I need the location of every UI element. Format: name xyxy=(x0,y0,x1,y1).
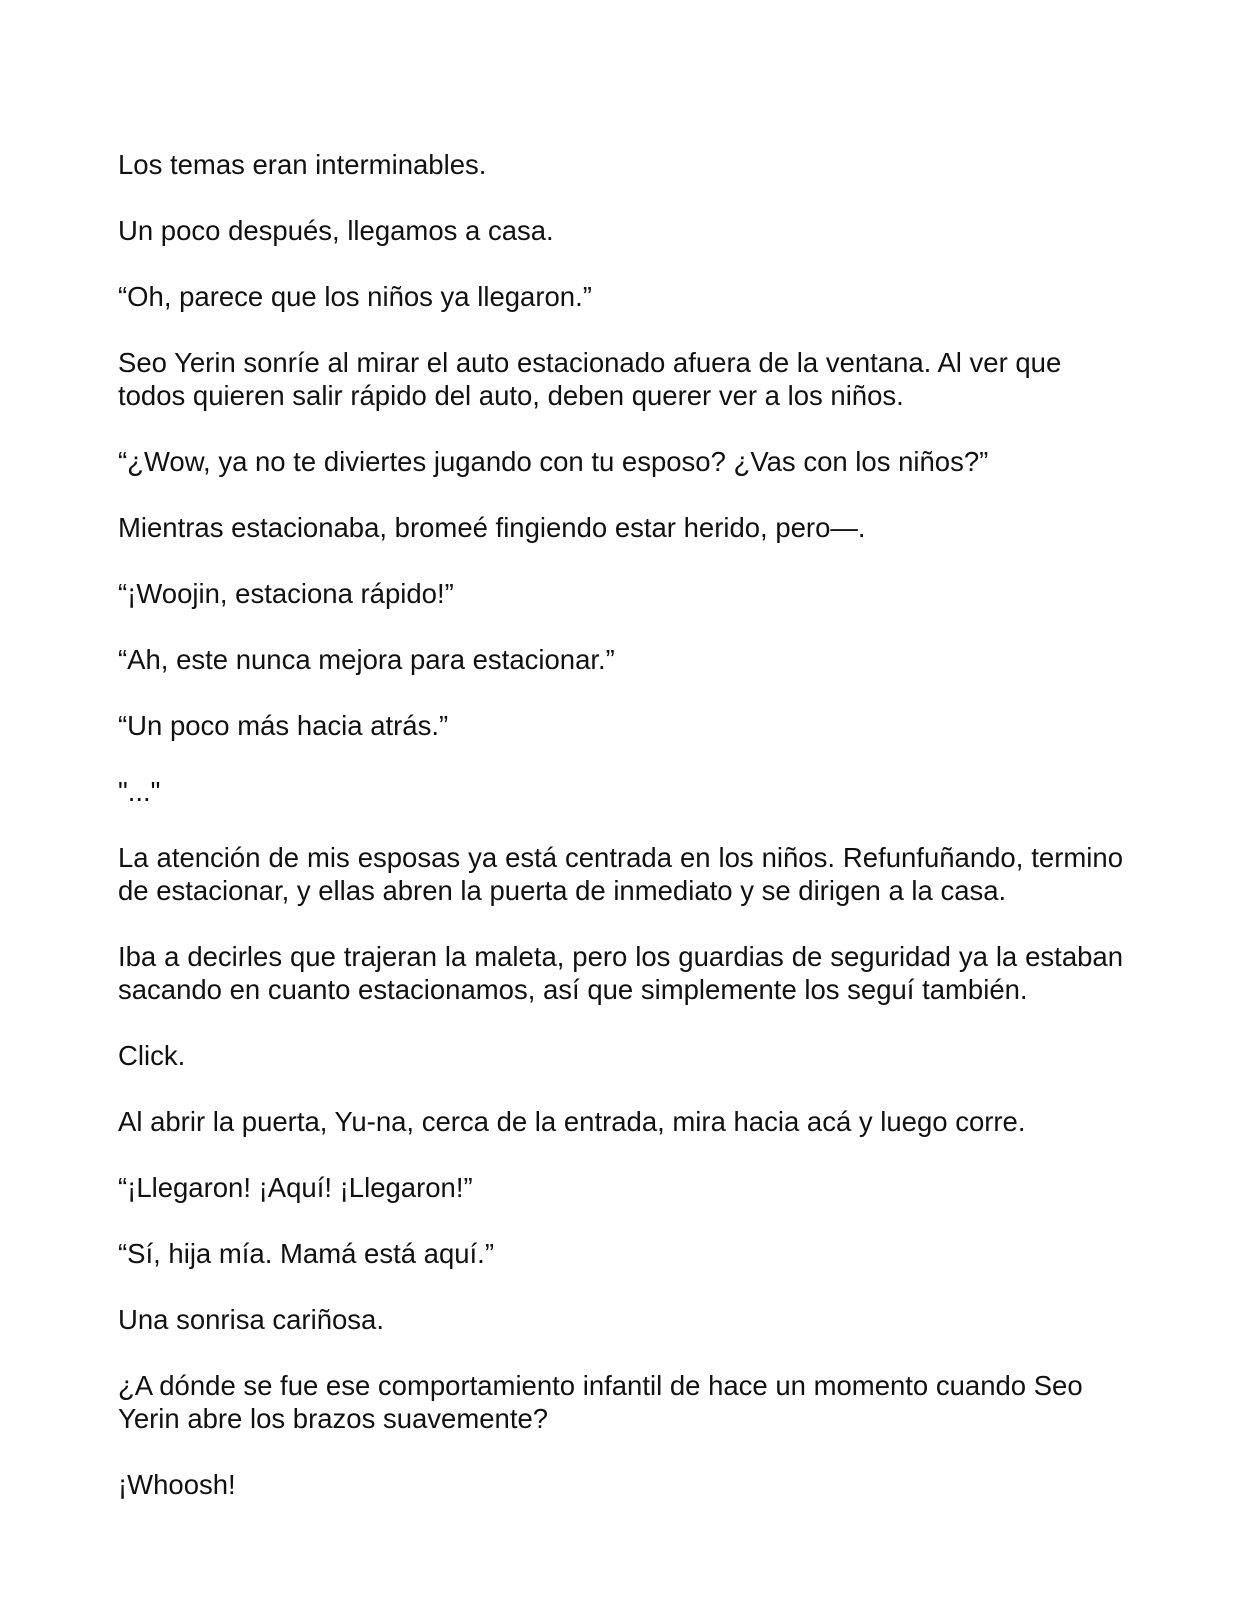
paragraph-8: “Ah, este nunca mejora para estacionar.” xyxy=(118,644,615,675)
paragraph-3: “Oh, parece que los niños ya llegaron.” xyxy=(118,281,592,312)
paragraph-11: La atención de mis esposas ya está centrada en los niños. Refunfuñando, termino de estacionar, y ellas abren la puerta de inmediato y se dirigen a la casa. xyxy=(118,842,1123,906)
paragraph-16: “Sí, hija mía. Mamá está aquí.” xyxy=(118,1238,494,1269)
paragraph-2: Un poco después, llegamos a casa. xyxy=(118,215,554,246)
paragraph-5: “¿Wow, ya no te diviertes jugando con tu esposo? ¿Vas con los niños?” xyxy=(118,446,989,477)
paragraph-1: Los temas eran interminables. xyxy=(118,149,487,180)
paragraph-13: Click. xyxy=(118,1040,186,1071)
paragraph-12: Iba a decirles que trajeran la maleta, pero los guardias de seguridad ya la estaban sacando en cuanto estacionamos, así que simplemente los seguí también. xyxy=(118,941,1123,1005)
paragraph-10: "..." xyxy=(118,776,161,807)
paragraph-18: ¿A dónde se fue ese comportamiento infantil de hace un momento cuando Seo Yerin abre los brazos suavemente? xyxy=(118,1370,1083,1434)
document-body xyxy=(118,148,1123,1534)
paragraph-6: Mientras estacionaba, bromeé fingiendo estar herido, pero—. xyxy=(118,512,866,543)
paragraph-4: Seo Yerin sonríe al mirar el auto estacionado afuera de la ventana. Al ver que todos quieren salir rápido del auto, deben querer ver a los niños. xyxy=(118,347,1062,411)
paragraph-19: ¡Whoosh! xyxy=(118,1469,236,1500)
paragraph-7: “¡Woojin, estaciona rápido!” xyxy=(118,578,454,609)
paragraph-14: Al abrir la puerta, Yu-na, cerca de la entrada, mira hacia acá y luego corre. xyxy=(118,1106,1026,1137)
paragraph-9: “Un poco más hacia atrás.” xyxy=(118,710,449,741)
paragraph-17: Una sonrisa cariñosa. xyxy=(118,1304,384,1335)
paragraph-15: “¡Llegaron! ¡Aquí! ¡Llegaron!” xyxy=(118,1172,473,1203)
